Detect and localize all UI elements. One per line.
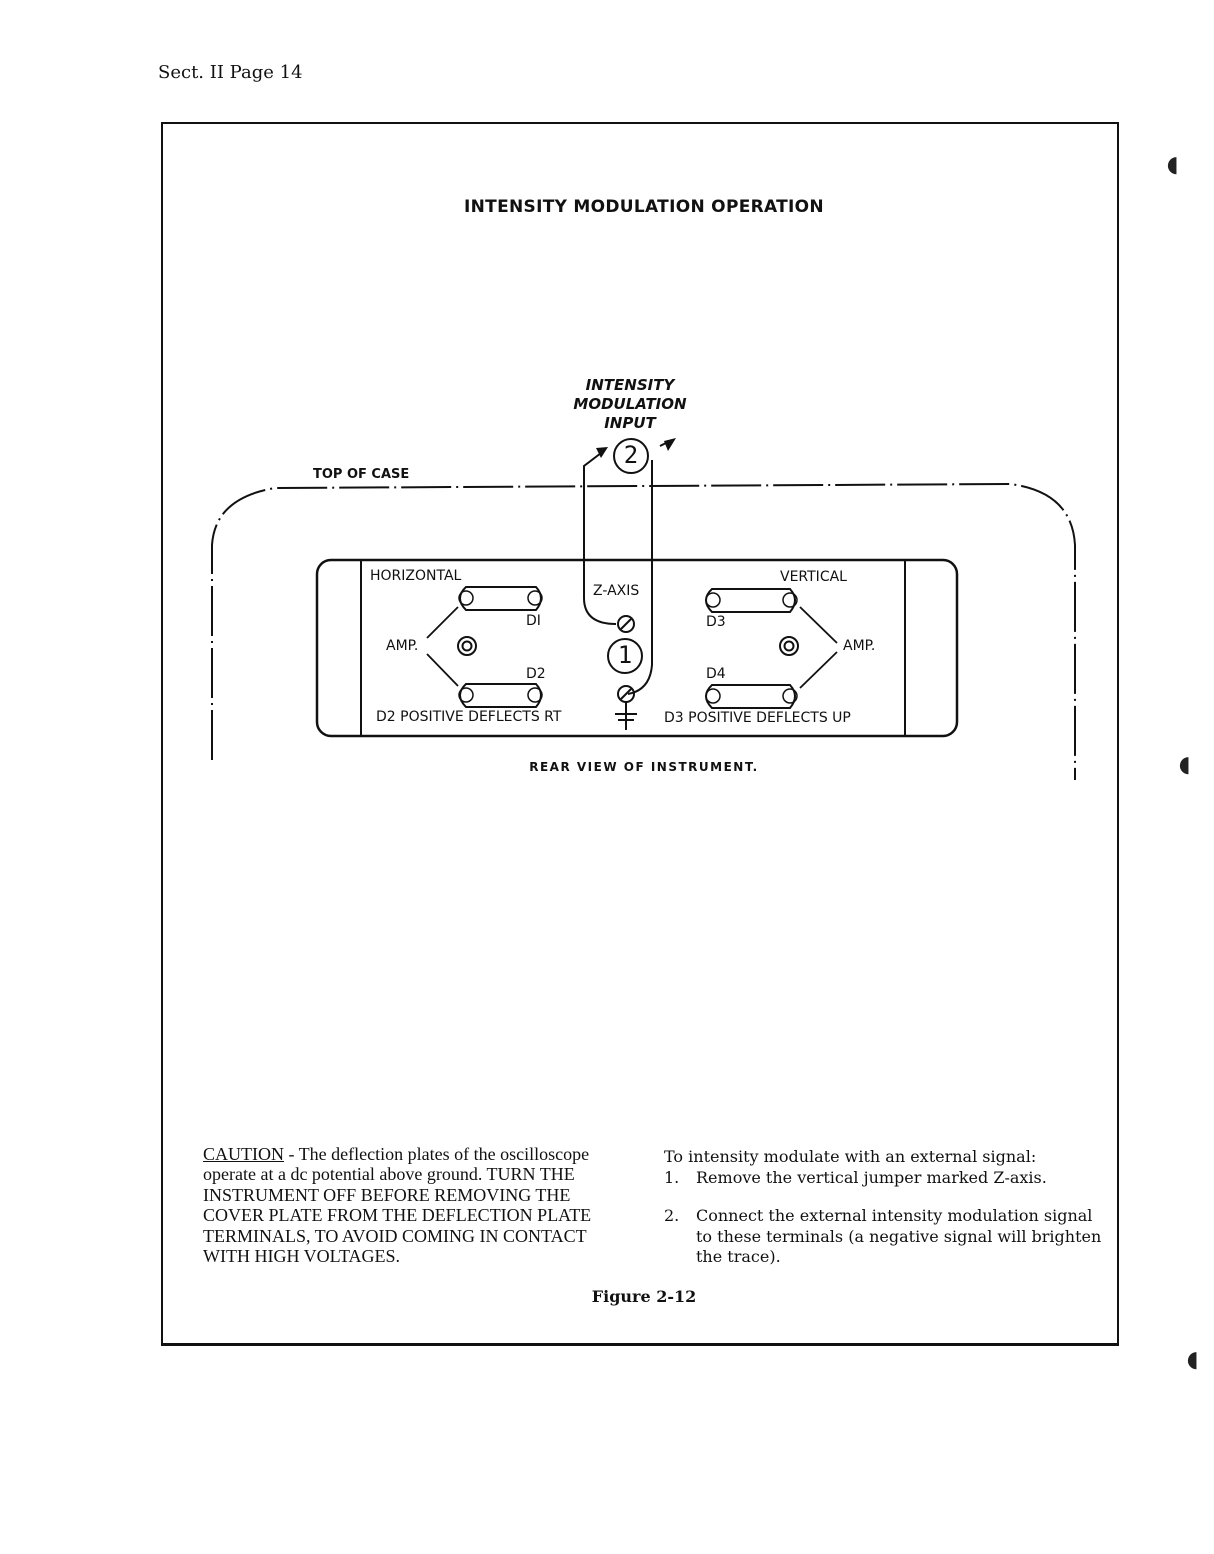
- page-header: Sect. II Page 14: [158, 62, 303, 83]
- amp-left-label: AMP.: [386, 638, 419, 654]
- jumper-d3: [706, 589, 797, 612]
- jumper-d2: [459, 684, 542, 707]
- d3-note: D3 POSITIVE DEFLECTS UP: [664, 710, 851, 726]
- ground-symbol: [615, 702, 637, 730]
- step-text: Connect the external intensity modulation signal to these terminals (a negative signal will brighten the trace).: [696, 1206, 1102, 1266]
- arrow-right: [664, 438, 676, 451]
- d2-label: D2: [526, 666, 546, 682]
- d4-label: D4: [706, 666, 726, 682]
- step-number: 2.: [664, 1206, 680, 1225]
- d1-label: DI: [526, 613, 541, 629]
- step-number: 1.: [664, 1167, 680, 1187]
- binder-hole-icon: ◖: [1172, 741, 1197, 786]
- callout-1-label: 1: [617, 641, 633, 669]
- caution-text: - The deflection plates of the oscilloscope operate at a dc potential above ground. TURN THE INSTRUMENT OFF BEFORE REMOVING THE COVER PLATE FROM THE DEFLECTION PLATE TERMINALS, TO AVOID COMING IN CONTACT WITH HIGH VOLTAGES.: [203, 1144, 592, 1267]
- caution-word: CAUTION: [203, 1144, 284, 1164]
- input-label: INTENSITY MODULATION INPUT: [573, 376, 687, 432]
- diagram-caption: REAR VIEW OF INSTRUMENT.: [529, 760, 759, 774]
- figure-number: Figure 2-12: [591, 1287, 697, 1306]
- callout-2-label: 2: [623, 441, 639, 469]
- step-1: [664, 1168, 1112, 1189]
- amp-right-label: AMP.: [843, 638, 876, 654]
- amp-terminal-left: [458, 637, 476, 655]
- caution-note: [203, 1144, 633, 1266]
- jumper-d1: [459, 587, 542, 610]
- step-2: [664, 1206, 1112, 1268]
- z-axis-label: Z-AXIS: [593, 583, 640, 599]
- d2-note: D2 POSITIVE DEFLECTS RT: [376, 709, 562, 725]
- step-text: Remove the vertical jumper marked Z-axis.: [696, 1167, 1047, 1187]
- binder-hole-icon: ◖: [1160, 141, 1185, 186]
- amp-terminal-right: [780, 637, 798, 655]
- instructions: [664, 1147, 1112, 1268]
- horizontal-label: HORIZONTAL: [370, 568, 462, 584]
- binder-hole-icon: ◖: [1180, 1336, 1205, 1381]
- jumper-d4: [706, 685, 797, 708]
- figure-title: INTENSITY MODULATION OPERATION: [464, 197, 824, 217]
- vertical-label: VERTICAL: [780, 569, 847, 585]
- instructions-intro: To intensity modulate with an external signal:: [664, 1147, 1037, 1166]
- top-of-case-label: TOP OF CASE: [313, 467, 410, 482]
- d3-label: D3: [706, 614, 726, 630]
- z-axis-terminal-top: [618, 616, 634, 632]
